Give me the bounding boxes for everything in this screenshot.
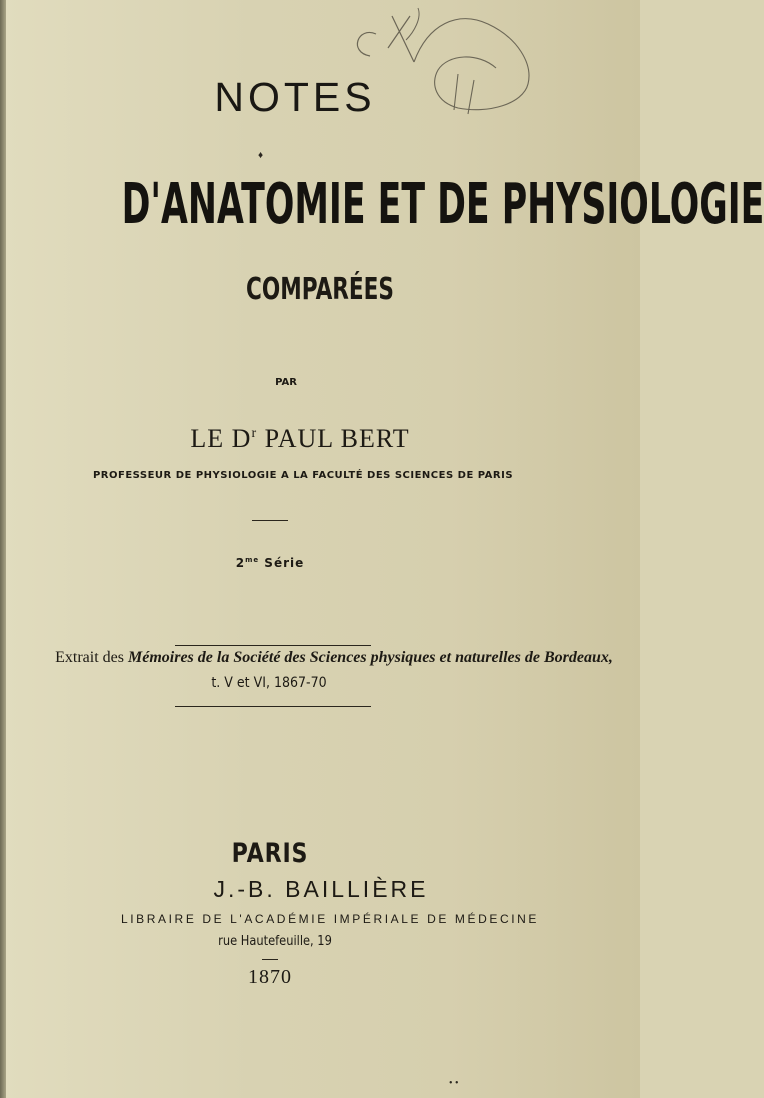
author-sup: r (251, 426, 258, 441)
extract-prefix: Extrait des (55, 649, 128, 666)
par-label: PAR (275, 377, 297, 388)
city: PARIS (231, 838, 309, 869)
author-position: PROFESSEUR DE PHYSIOLOGIE A LA FACULTÉ DES SCIENCES DE PARIS (92, 470, 514, 481)
main-title: D'ANATOMIE ET DE PHYSIOLOGIE (121, 172, 764, 237)
author-prefix: LE D (190, 424, 252, 453)
publisher-title: LIBRAIRE DE L'ACADÉMIE IMPÉRIALE DE MÉDECINE (120, 912, 540, 926)
divider-year (262, 959, 278, 960)
series-number: 2 (235, 556, 246, 570)
extract-line (0, 649, 668, 667)
author-line (0, 424, 600, 454)
subtitle: COMPARÉES (246, 272, 394, 307)
page-edge-shadow (0, 0, 6, 1098)
divider-top-extract (175, 645, 371, 646)
ink-speck-icon: • • (449, 1078, 459, 1089)
author-name: PAUL BERT (257, 424, 410, 453)
divider-bottom-extract (175, 706, 371, 707)
publisher: J.-B. BAILLIÈRE (213, 876, 429, 902)
address: rue Hautefeuille, 19 (218, 934, 332, 949)
divider-short (252, 520, 288, 521)
extract-volume: t. V et VI, 1867-70 (211, 675, 327, 691)
series-sup: me (245, 556, 260, 564)
extract-journal: Mémoires de la Société des Sciences physiques et naturelles de Bordeaux, (128, 649, 613, 666)
notes-heading: NOTES (214, 74, 376, 120)
series-line (0, 556, 540, 570)
ink-speck-icon: ♦ (258, 150, 264, 161)
year: 1870 (248, 966, 292, 988)
series-word: Série (259, 556, 305, 570)
